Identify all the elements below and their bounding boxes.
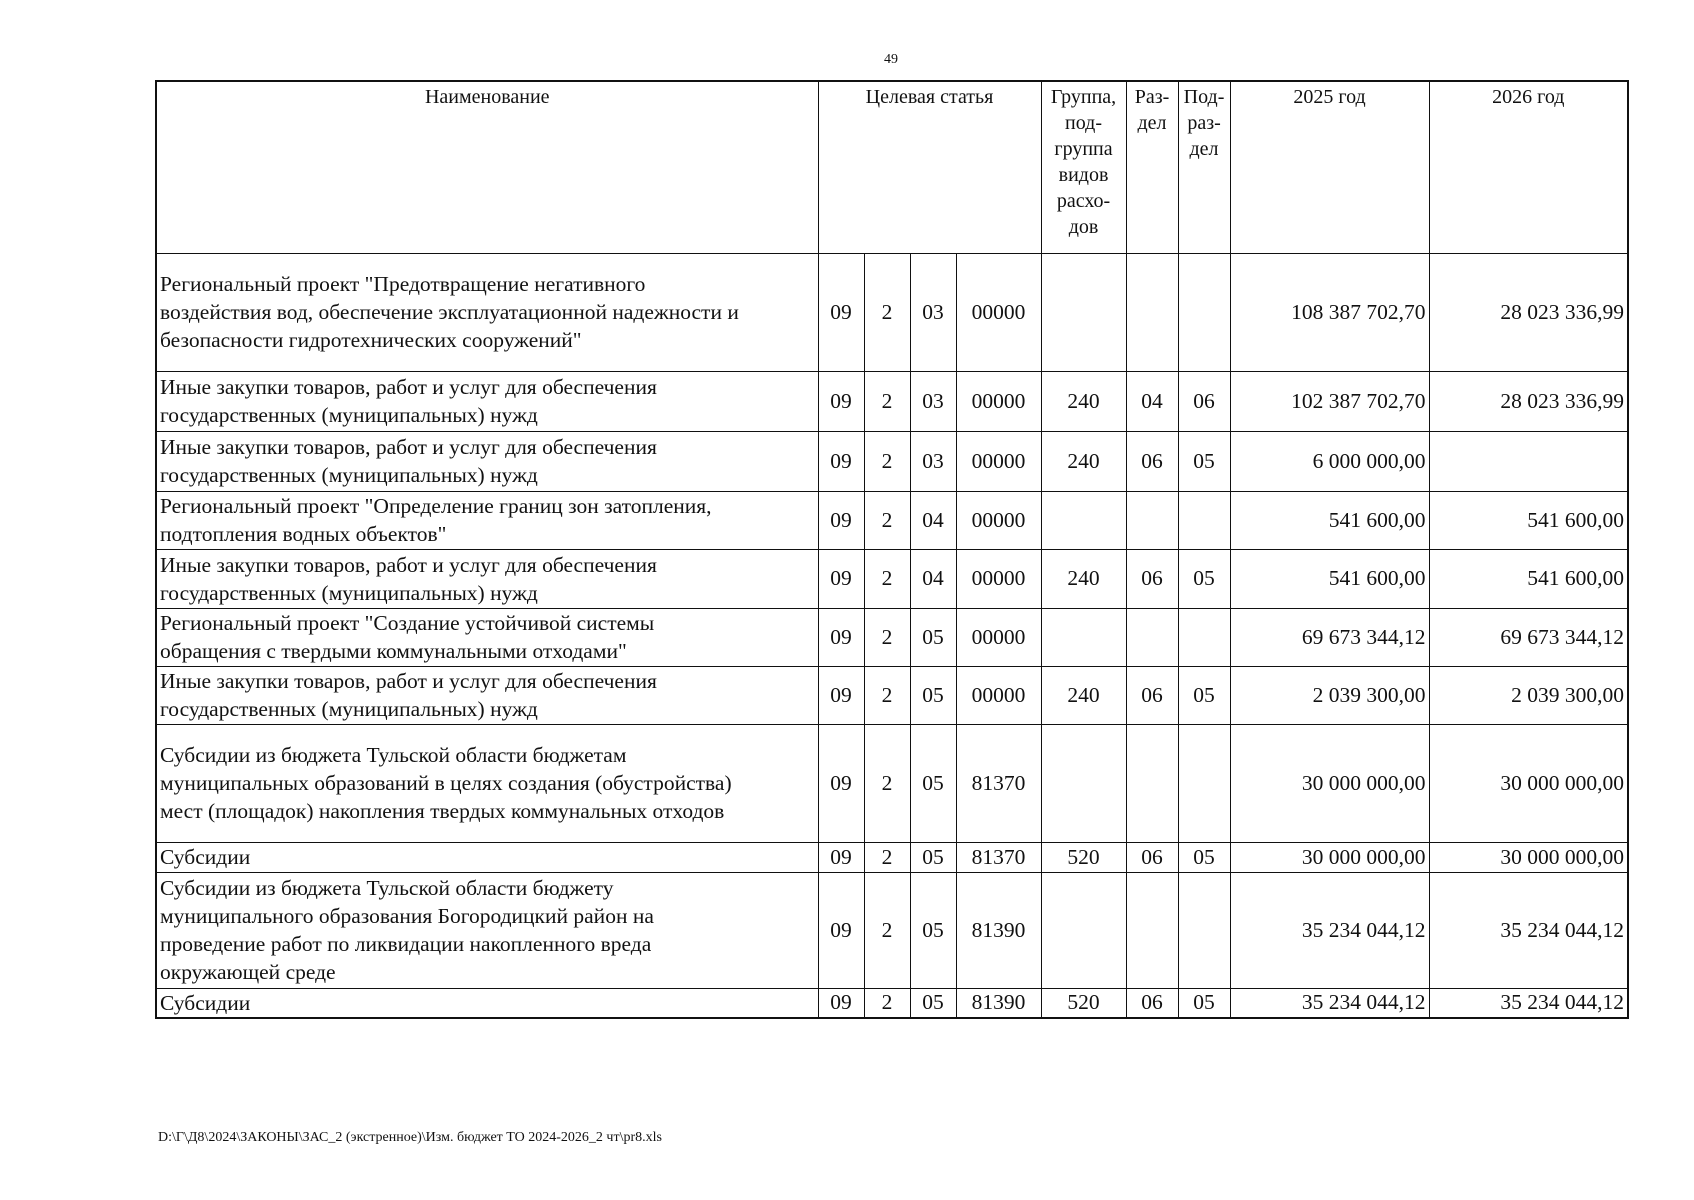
target-code-subprogram: 05 <box>910 988 956 1018</box>
subsection: 06 <box>1178 371 1230 431</box>
target-code-type: 2 <box>864 253 910 371</box>
row-name: Субсидии <box>156 988 818 1018</box>
target-code-program: 09 <box>818 872 864 988</box>
target-code-direction: 81390 <box>956 988 1041 1018</box>
section <box>1126 608 1178 666</box>
table-row <box>156 842 1628 872</box>
section <box>1126 872 1178 988</box>
section: 06 <box>1126 431 1178 491</box>
row-name: Иные закупки товаров, работ и услуг для обеспечения государственных (муниципальных) нужд <box>156 371 818 431</box>
header-2026: 2026 год <box>1429 81 1628 253</box>
target-code-program: 09 <box>818 724 864 842</box>
row-name: Региональный проект "Определение границ зон затопления, подтопления водных объектов" <box>156 491 818 549</box>
target-code-program: 09 <box>818 431 864 491</box>
target-code-type: 2 <box>864 431 910 491</box>
target-code-subprogram: 05 <box>910 666 956 724</box>
subsection <box>1178 491 1230 549</box>
amount-2026: 541 600,00 <box>1429 491 1628 549</box>
target-code-direction: 00000 <box>956 253 1041 371</box>
target-code-type: 2 <box>864 724 910 842</box>
subsection: 05 <box>1178 549 1230 608</box>
table-row <box>156 253 1628 371</box>
expense-group <box>1041 724 1126 842</box>
expense-group <box>1041 491 1126 549</box>
table-row <box>156 724 1628 842</box>
target-code-subprogram: 05 <box>910 608 956 666</box>
header-section: Раз- дел <box>1126 81 1178 253</box>
expense-group: 240 <box>1041 549 1126 608</box>
subsection: 05 <box>1178 988 1230 1018</box>
target-code-type: 2 <box>864 371 910 431</box>
target-code-type: 2 <box>864 872 910 988</box>
amount-2025: 35 234 044,12 <box>1230 988 1429 1018</box>
row-name: Субсидии из бюджета Тульской области бюджету муниципального образования Богородицкий район на проведение работ по ликвидации накопленного вреда окружающей среде <box>156 872 818 988</box>
target-code-subprogram: 03 <box>910 431 956 491</box>
header-2025: 2025 год <box>1230 81 1429 253</box>
subsection <box>1178 253 1230 371</box>
subsection: 05 <box>1178 666 1230 724</box>
expense-group: 520 <box>1041 988 1126 1018</box>
amount-2025: 35 234 044,12 <box>1230 872 1429 988</box>
target-code-direction: 00000 <box>956 549 1041 608</box>
row-name: Субсидии <box>156 842 818 872</box>
row-name: Иные закупки товаров, работ и услуг для обеспечения государственных (муниципальных) нужд <box>156 431 818 491</box>
expense-group: 240 <box>1041 371 1126 431</box>
amount-2026: 69 673 344,12 <box>1429 608 1628 666</box>
amount-2025: 2 039 300,00 <box>1230 666 1429 724</box>
amount-2026: 28 023 336,99 <box>1429 253 1628 371</box>
header-target-article: Целевая статья <box>818 81 1041 253</box>
table-body <box>156 253 1628 1018</box>
expense-group <box>1041 872 1126 988</box>
subsection <box>1178 872 1230 988</box>
target-code-direction: 81370 <box>956 842 1041 872</box>
amount-2026: 2 039 300,00 <box>1429 666 1628 724</box>
expense-group <box>1041 253 1126 371</box>
target-code-subprogram: 03 <box>910 371 956 431</box>
amount-2026: 30 000 000,00 <box>1429 724 1628 842</box>
target-code-subprogram: 05 <box>910 872 956 988</box>
amount-2026: 35 234 044,12 <box>1429 872 1628 988</box>
amount-2026: 35 234 044,12 <box>1429 988 1628 1018</box>
target-code-program: 09 <box>818 253 864 371</box>
target-code-type: 2 <box>864 988 910 1018</box>
section: 06 <box>1126 549 1178 608</box>
table-row <box>156 666 1628 724</box>
header-subsection: Под- раз- дел <box>1178 81 1230 253</box>
target-code-program: 09 <box>818 842 864 872</box>
target-code-subprogram: 05 <box>910 842 956 872</box>
page-number: 49 <box>884 52 898 67</box>
header-expense-group: Группа, под- группа видов расхо- дов <box>1041 81 1126 253</box>
subsection: 05 <box>1178 842 1230 872</box>
amount-2026: 30 000 000,00 <box>1429 842 1628 872</box>
amount-2025: 69 673 344,12 <box>1230 608 1429 666</box>
header-row <box>156 81 1628 253</box>
file-path-footer: D:\Г\Д8\2024\ЗАКОНЫ\ЗАС_2 (экстренное)\Изм. бюджет ТО 2024-2026_2 чт\pr8.xls <box>158 1130 662 1145</box>
target-code-type: 2 <box>864 842 910 872</box>
expense-group <box>1041 608 1126 666</box>
header-name: Наименование <box>156 81 818 253</box>
table-row <box>156 988 1628 1018</box>
amount-2025: 541 600,00 <box>1230 549 1429 608</box>
target-code-subprogram: 05 <box>910 724 956 842</box>
target-code-direction: 81370 <box>956 724 1041 842</box>
row-name: Региональный проект "Создание устойчивой системы обращения с твердыми коммунальными отходами" <box>156 608 818 666</box>
target-code-program: 09 <box>818 666 864 724</box>
table-row <box>156 491 1628 549</box>
amount-2026: 541 600,00 <box>1429 549 1628 608</box>
budget-table <box>155 80 1629 1019</box>
section: 06 <box>1126 842 1178 872</box>
table-row <box>156 608 1628 666</box>
section <box>1126 491 1178 549</box>
target-code-subprogram: 04 <box>910 491 956 549</box>
section <box>1126 253 1178 371</box>
section: 04 <box>1126 371 1178 431</box>
target-code-program: 09 <box>818 608 864 666</box>
target-code-direction: 00000 <box>956 431 1041 491</box>
subsection <box>1178 608 1230 666</box>
table-row <box>156 371 1628 431</box>
amount-2025: 6 000 000,00 <box>1230 431 1429 491</box>
section <box>1126 724 1178 842</box>
subsection: 05 <box>1178 431 1230 491</box>
amount-2025: 541 600,00 <box>1230 491 1429 549</box>
expense-group: 240 <box>1041 431 1126 491</box>
row-name: Региональный проект "Предотвращение негативного воздействия вод, обеспечение эксплуатационной надежности и безопасности гидротехнических сооружений" <box>156 253 818 371</box>
row-name: Иные закупки товаров, работ и услуг для обеспечения государственных (муниципальных) нужд <box>156 549 818 608</box>
expense-group: 520 <box>1041 842 1126 872</box>
target-code-direction: 00000 <box>956 608 1041 666</box>
target-code-direction: 00000 <box>956 491 1041 549</box>
target-code-subprogram: 03 <box>910 253 956 371</box>
target-code-program: 09 <box>818 371 864 431</box>
table-row <box>156 549 1628 608</box>
table-row <box>156 872 1628 988</box>
target-code-type: 2 <box>864 549 910 608</box>
target-code-subprogram: 04 <box>910 549 956 608</box>
target-code-program: 09 <box>818 491 864 549</box>
row-name: Иные закупки товаров, работ и услуг для обеспечения государственных (муниципальных) нужд <box>156 666 818 724</box>
section: 06 <box>1126 666 1178 724</box>
amount-2025: 30 000 000,00 <box>1230 842 1429 872</box>
amount-2025: 108 387 702,70 <box>1230 253 1429 371</box>
target-code-program: 09 <box>818 988 864 1018</box>
subsection <box>1178 724 1230 842</box>
amount-2026: 28 023 336,99 <box>1429 371 1628 431</box>
expense-group: 240 <box>1041 666 1126 724</box>
target-code-type: 2 <box>864 666 910 724</box>
target-code-direction: 00000 <box>956 371 1041 431</box>
target-code-type: 2 <box>864 608 910 666</box>
row-name: Субсидии из бюджета Тульской области бюджетам муниципальных образований в целях создания (обустройства) мест (площадок) накопления твердых коммунальных отходов <box>156 724 818 842</box>
target-code-direction: 81390 <box>956 872 1041 988</box>
section: 06 <box>1126 988 1178 1018</box>
target-code-program: 09 <box>818 549 864 608</box>
target-code-direction: 00000 <box>956 666 1041 724</box>
amount-2025: 30 000 000,00 <box>1230 724 1429 842</box>
amount-2025: 102 387 702,70 <box>1230 371 1429 431</box>
table-row <box>156 431 1628 491</box>
target-code-type: 2 <box>864 491 910 549</box>
amount-2026 <box>1429 431 1628 491</box>
